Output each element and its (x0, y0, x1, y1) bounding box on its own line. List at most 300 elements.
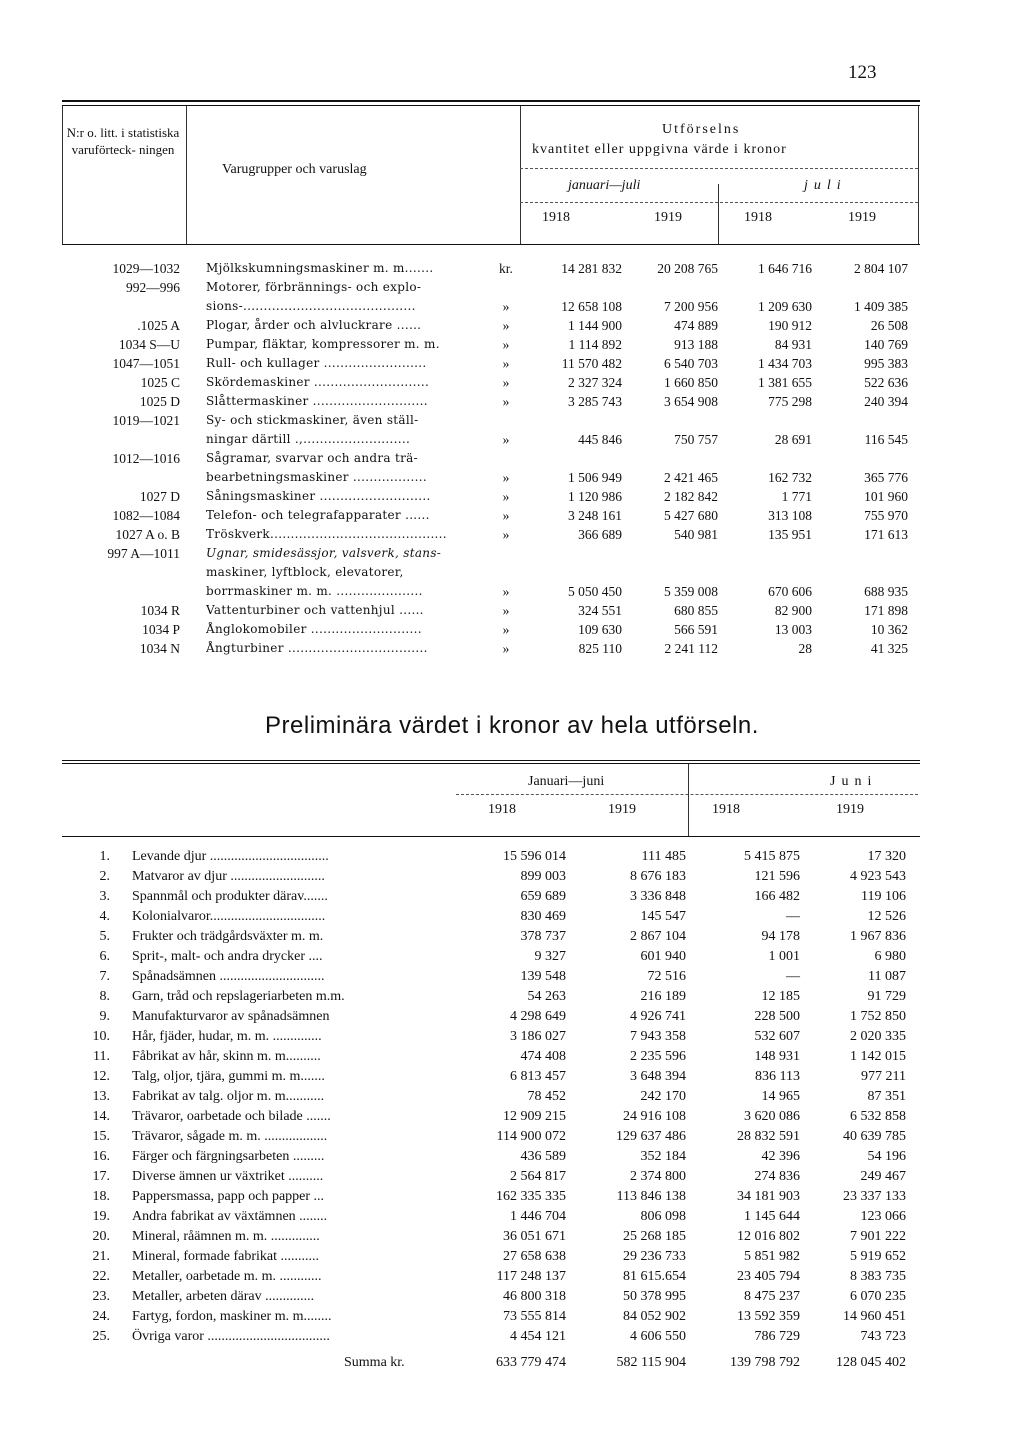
value-cell: 366 689 (578, 527, 622, 542)
header-varugrupper: Varugrupper och varuslag (222, 162, 367, 177)
item-number: 14. (92, 1109, 110, 1124)
value-cell: 14 281 832 (561, 261, 622, 276)
value-cell: 836 113 (755, 1069, 800, 1084)
value-cell: 166 482 (754, 889, 800, 904)
value-cell: 7 901 222 (850, 1229, 906, 1244)
value-cell: 46 800 318 (503, 1289, 566, 1304)
value-cell: 324 551 (578, 603, 622, 618)
item-name: Såningsmaskiner ........................... (206, 489, 431, 503)
value-cell: 27 658 638 (503, 1249, 566, 1264)
value-cell: 12 526 (867, 909, 906, 924)
item-name: Levande djur .................................. (132, 849, 329, 864)
table-row (62, 1327, 920, 1347)
export-value-table (62, 760, 920, 1375)
value-cell: 242 170 (640, 1089, 686, 1104)
item-number: 992—996 (126, 280, 180, 295)
item-name: maskiner, lyftblock, elevatorer, (206, 565, 404, 579)
value-cell: 1 646 716 (758, 261, 812, 276)
value-cell: 11 570 482 (561, 356, 622, 371)
value-cell: 36 051 671 (503, 1229, 566, 1244)
item-name: Manufakturvaror av spånadsämnen (132, 1009, 330, 1024)
header-utforselns: Utförselns (662, 122, 741, 137)
value-cell: 190 912 (768, 318, 812, 333)
value-cell: 2 867 104 (630, 929, 686, 944)
table-body (62, 259, 920, 658)
value-cell: 1 145 644 (744, 1209, 800, 1224)
value-cell: 755 970 (864, 508, 908, 523)
table-row (62, 297, 920, 316)
item-name: Pappersmassa, papp och papper ... (132, 1189, 325, 1204)
value-cell: 1 120 986 (568, 489, 622, 504)
item-name: Pumpar, fläktar, kompressorer m. m. (206, 337, 440, 351)
table-row (62, 316, 920, 335)
item-number: 19. (92, 1209, 110, 1224)
value-cell: 84 931 (774, 337, 812, 352)
value-cell: 1 967 836 (850, 929, 906, 944)
table-row (62, 430, 920, 449)
value-cell: 129 637 486 (616, 1129, 686, 1144)
value-cell: 601 940 (640, 949, 686, 964)
item-number: 1047—1051 (112, 356, 180, 371)
item-number: 1034 R (140, 603, 180, 618)
table-row (62, 335, 920, 354)
item-name: Mineral, råämnen m. m. .............. (132, 1229, 320, 1244)
item-unit: » (502, 527, 510, 542)
item-unit: » (502, 299, 510, 314)
value-cell: 23 337 133 (843, 1189, 906, 1204)
header-januari-juni: Januari—juni (528, 774, 605, 789)
item-number: 1029—1032 (112, 261, 180, 276)
value-cell: 148 931 (754, 1049, 800, 1064)
top-rule (62, 100, 920, 102)
item-unit: » (502, 337, 510, 352)
table-header (62, 106, 920, 244)
value-cell: 4 454 121 (510, 1329, 566, 1344)
value-cell: 1 771 (781, 489, 812, 504)
value-cell: 2 241 112 (664, 641, 718, 656)
item-name: Vattenturbiner och vattenhjul ...... (206, 603, 424, 617)
item-number: 18. (92, 1189, 110, 1204)
value-cell: 249 467 (860, 1169, 906, 1184)
item-name: Garn, tråd och repslageriarbeten m.m. (132, 989, 345, 1004)
sum-value: 582 115 904 (616, 1355, 686, 1370)
value-cell: 12 016 802 (737, 1229, 800, 1244)
header-nr: N:r o. litt. i statistiska varuförteck- ningen (66, 125, 180, 157)
value-cell: 4 923 543 (850, 869, 906, 884)
value-cell: 3 186 027 (510, 1029, 566, 1044)
item-unit: kr. (499, 261, 513, 276)
value-cell: 54 263 (527, 989, 566, 1004)
table-row (62, 411, 920, 430)
value-cell: 28 832 591 (737, 1129, 800, 1144)
table-row (62, 1167, 920, 1187)
value-cell: 2 182 842 (664, 489, 718, 504)
value-cell: 3 285 743 (568, 394, 622, 409)
value-cell: 145 547 (640, 909, 686, 924)
value-cell: 2 327 324 (568, 375, 622, 390)
table-row (62, 525, 920, 544)
item-name: Kolonialvaror................................. (132, 909, 326, 924)
value-cell: 17 320 (867, 849, 906, 864)
value-cell: 3 648 394 (630, 1069, 686, 1084)
sum-label: Summa kr. (344, 1355, 405, 1370)
item-number: 2. (99, 869, 110, 884)
value-cell: 113 846 138 (616, 1189, 686, 1204)
value-cell: 8 475 237 (744, 1289, 800, 1304)
item-unit: » (502, 641, 510, 656)
item-number: 1027 A o. B (115, 527, 180, 542)
item-number: 24. (92, 1309, 110, 1324)
value-cell: 28 (798, 641, 812, 656)
table-row (62, 620, 920, 639)
value-cell: 436 589 (520, 1149, 566, 1164)
value-cell: 2 804 107 (854, 261, 908, 276)
item-name: Talg, oljor, tjära, gummi m. m....... (132, 1069, 325, 1084)
table-row (62, 468, 920, 487)
value-cell: 81 615.654 (623, 1269, 686, 1284)
value-cell: 94 178 (761, 929, 800, 944)
item-name: bearbetningsmaskiner .................. (206, 470, 427, 484)
item-name: Färger och färgningsarbeten ......... (132, 1149, 325, 1164)
value-cell: 3 248 161 (568, 508, 622, 523)
item-name: Metaller, oarbetade m. m. ............ (132, 1269, 322, 1284)
value-cell: 162 335 335 (496, 1189, 566, 1204)
value-cell: 12 909 215 (503, 1109, 566, 1124)
value-cell: 135 951 (768, 527, 812, 542)
sum-value: 128 045 402 (836, 1355, 906, 1370)
item-name: Matvaror av djur ........................... (132, 869, 325, 884)
value-cell: 171 613 (864, 527, 908, 542)
table-row (62, 1147, 920, 1167)
value-cell: 913 188 (674, 337, 718, 352)
table-row (62, 506, 920, 525)
table-row (62, 847, 920, 867)
item-number: 3. (99, 889, 110, 904)
value-cell: 365 776 (864, 470, 908, 485)
item-number: 4. (99, 909, 110, 924)
value-cell: 6 980 (874, 949, 906, 964)
table-row (62, 1027, 920, 1047)
item-name: Ånglokomobiler ........................... (206, 622, 422, 636)
value-cell: 5 359 008 (664, 584, 718, 599)
item-unit: » (502, 584, 510, 599)
table-header (62, 764, 920, 836)
table-row (62, 563, 920, 582)
item-number: .1025 A (137, 318, 180, 333)
value-cell: 3 654 908 (664, 394, 718, 409)
item-name: Hår, fjäder, hudar, m. m. .............. (132, 1029, 322, 1044)
value-cell: 532 607 (754, 1029, 800, 1044)
item-name: Diverse ämnen ur växtriket .......... (132, 1169, 324, 1184)
item-number: 1. (99, 849, 110, 864)
item-unit: » (502, 508, 510, 523)
value-cell: — (786, 969, 800, 984)
item-name: Sågramar, svarvar och andra trä- (206, 451, 418, 465)
item-number: 1019—1021 (112, 413, 180, 428)
item-name: Trävaror, sågade m. m. .................. (132, 1129, 328, 1144)
item-number: 1034 N (139, 641, 180, 656)
value-cell: 1 144 900 (568, 318, 622, 333)
value-cell: 352 184 (640, 1149, 686, 1164)
value-cell: 109 630 (578, 622, 622, 637)
header-kvantitet: kvantitet eller uppgivna värde i kronor (532, 142, 787, 157)
item-name: Fåbrikat av hår, skinn m. m.......... (132, 1049, 321, 1064)
table-row (62, 639, 920, 658)
item-name: Tröskverk........................................... (206, 527, 447, 541)
item-name: Mineral, formade fabrikat ........... (132, 1249, 319, 1264)
item-number: 22. (92, 1269, 110, 1284)
item-name: Mjölkskumningsmaskiner m. m....... (206, 261, 434, 275)
value-cell: 750 757 (674, 432, 718, 447)
value-cell: 42 396 (761, 1149, 800, 1164)
value-cell: 91 729 (867, 989, 906, 1004)
value-cell: 2 421 465 (664, 470, 718, 485)
value-cell: 20 208 765 (657, 261, 718, 276)
sum-row (62, 1351, 920, 1375)
value-cell: 4 606 550 (630, 1329, 686, 1344)
value-cell: 15 596 014 (503, 849, 566, 864)
item-number: 6. (99, 949, 110, 964)
table-row (62, 1067, 920, 1087)
item-name: Spånadsämnen .............................. (132, 969, 325, 984)
table-row (62, 1007, 920, 1027)
value-cell: 228 500 (754, 1009, 800, 1024)
value-cell: 6 540 703 (664, 356, 718, 371)
value-cell: 10 362 (870, 622, 908, 637)
item-number: 8. (99, 989, 110, 1004)
item-unit: » (502, 394, 510, 409)
item-unit: » (502, 470, 510, 485)
value-cell: 2 020 335 (850, 1029, 906, 1044)
value-cell: 474 889 (674, 318, 718, 333)
value-cell: 8 383 735 (850, 1269, 906, 1284)
header-year: 1919 (836, 802, 864, 817)
item-name: Andra fabrikat av växtämnen ........ (132, 1209, 328, 1224)
page-number: 123 (848, 62, 877, 83)
value-cell: 101 960 (864, 489, 908, 504)
table-row (62, 544, 920, 563)
value-cell: 216 189 (640, 989, 686, 1004)
value-cell: 1 506 949 (568, 470, 622, 485)
value-cell: 1 409 385 (854, 299, 908, 314)
item-number: 9. (99, 1009, 110, 1024)
item-number: 5. (99, 929, 110, 944)
item-number: 10. (92, 1029, 110, 1044)
header-year: 1919 (848, 210, 876, 225)
value-cell: 743 723 (860, 1329, 906, 1344)
value-cell: 73 555 814 (503, 1309, 566, 1324)
item-number: 23. (92, 1289, 110, 1304)
value-cell: 72 516 (647, 969, 686, 984)
table-row (62, 392, 920, 411)
item-name: Spannmål och produkter därav....... (132, 889, 328, 904)
table-row (62, 867, 920, 887)
value-cell: 1 114 892 (568, 337, 622, 352)
value-cell: 13 003 (774, 622, 812, 637)
value-cell: 688 935 (864, 584, 908, 599)
item-name: Ugnar, smidesässjor, valsverk, stans- (206, 546, 442, 560)
value-cell: 54 196 (867, 1149, 906, 1164)
value-cell: 82 900 (774, 603, 812, 618)
value-cell: 1 381 655 (758, 375, 812, 390)
value-cell: 123 066 (860, 1209, 906, 1224)
item-name: Telefon- och telegrafapparater ...... (206, 508, 430, 522)
table-row (62, 259, 920, 278)
value-cell: 5 050 450 (568, 584, 622, 599)
item-name: Sprit-, malt- och andra drycker .... (132, 949, 323, 964)
item-number: 12. (92, 1069, 110, 1084)
item-unit: » (502, 489, 510, 504)
item-unit: » (502, 622, 510, 637)
value-cell: 84 052 902 (623, 1309, 686, 1324)
value-cell: 680 855 (674, 603, 718, 618)
value-cell: 7 943 358 (630, 1029, 686, 1044)
table-row (62, 967, 920, 987)
value-cell: 6 070 235 (850, 1289, 906, 1304)
value-cell: 6 813 457 (510, 1069, 566, 1084)
table-row (62, 1287, 920, 1307)
value-cell: 12 185 (761, 989, 800, 1004)
item-name: Metaller, arbeten därav .............. (132, 1289, 315, 1304)
table-row (62, 1127, 920, 1147)
item-name: Skördemaskiner ............................ (206, 375, 430, 389)
item-name: Frukter och trädgårdsväxter m. m. (132, 929, 324, 944)
value-cell: 659 689 (520, 889, 566, 904)
value-cell: 775 298 (768, 394, 812, 409)
section-title: Preliminära värdet i kronor av hela utförseln. (265, 712, 759, 739)
value-cell: 14 960 451 (843, 1309, 906, 1324)
item-number: 1012—1016 (112, 451, 180, 466)
item-number: 25. (92, 1329, 110, 1344)
header-rule (62, 244, 920, 245)
value-cell: 23 405 794 (737, 1269, 800, 1284)
value-cell: 4 298 649 (510, 1009, 566, 1024)
value-cell: 111 485 (641, 849, 686, 864)
value-cell: 313 108 (768, 508, 812, 523)
value-cell: 140 769 (864, 337, 908, 352)
item-name: borrmaskiner m. m. ..................... (206, 584, 423, 598)
value-cell: 995 383 (864, 356, 908, 371)
value-cell: 786 729 (754, 1329, 800, 1344)
value-cell: 474 408 (520, 1049, 566, 1064)
value-cell: 29 236 733 (623, 1249, 686, 1264)
table-row (62, 887, 920, 907)
table-row (62, 1187, 920, 1207)
item-number: 997 A—1011 (107, 546, 180, 561)
header-year: 1919 (608, 802, 636, 817)
item-number: 17. (92, 1169, 110, 1184)
item-number: 16. (92, 1149, 110, 1164)
item-number: 1082—1084 (112, 508, 180, 523)
value-cell: 670 606 (768, 584, 812, 599)
value-cell: 240 394 (864, 394, 908, 409)
header-year: 1918 (744, 210, 772, 225)
value-cell: 2 235 596 (630, 1049, 686, 1064)
value-cell: 26 508 (870, 318, 908, 333)
value-cell: 1 660 850 (664, 375, 718, 390)
table-row (62, 907, 920, 927)
table-row (62, 601, 920, 620)
table-row (62, 987, 920, 1007)
value-cell: 1 446 704 (510, 1209, 566, 1224)
value-cell: 171 898 (864, 603, 908, 618)
value-cell: 5 427 680 (664, 508, 718, 523)
value-cell: 2 564 817 (510, 1169, 566, 1184)
table-body (62, 847, 920, 1347)
item-name: Fartyg, fordon, maskiner m. m........ (132, 1309, 332, 1324)
item-name: ningar därtill .,.......................... (206, 432, 411, 446)
value-cell: 87 351 (867, 1089, 906, 1104)
item-number: 1027 D (139, 489, 180, 504)
top-rule (62, 760, 920, 761)
header-rule (62, 836, 920, 837)
value-cell: 24 916 108 (623, 1109, 686, 1124)
value-cell: 5 415 875 (744, 849, 800, 864)
header-year: 1918 (712, 802, 740, 817)
value-cell: 9 327 (534, 949, 566, 964)
header-year: 1918 (488, 802, 516, 817)
value-cell: 5 851 982 (744, 1249, 800, 1264)
value-cell: 4 926 741 (630, 1009, 686, 1024)
value-cell: 5 919 652 (850, 1249, 906, 1264)
header-juli: juli (804, 178, 847, 193)
item-number: 21. (92, 1249, 110, 1264)
sum-value: 139 798 792 (730, 1355, 800, 1370)
item-unit: » (502, 356, 510, 371)
header-year: 1919 (654, 210, 682, 225)
table-row (62, 1047, 920, 1067)
value-cell: 78 452 (527, 1089, 566, 1104)
item-name: Trävaror, oarbetade och bilade ....... (132, 1109, 331, 1124)
value-cell: 25 268 185 (623, 1229, 686, 1244)
value-cell: 1 434 703 (758, 356, 812, 371)
value-cell: 378 737 (520, 929, 566, 944)
value-cell: 8 676 183 (630, 869, 686, 884)
value-cell: 28 691 (774, 432, 812, 447)
item-name: Motorer, förbrännings- och explo- (206, 280, 422, 294)
value-cell: 50 378 995 (623, 1289, 686, 1304)
item-unit: » (502, 603, 510, 618)
value-cell: 445 846 (578, 432, 622, 447)
value-cell: 3 336 848 (630, 889, 686, 904)
value-cell: 114 900 072 (496, 1129, 566, 1144)
value-cell: 540 981 (674, 527, 718, 542)
table-row (62, 354, 920, 373)
item-number: 13. (92, 1089, 110, 1104)
table-row (62, 1207, 920, 1227)
value-cell: 40 639 785 (843, 1129, 906, 1144)
value-cell: 116 545 (864, 432, 908, 447)
item-name: Plogar, årder och alvluckrare ...... (206, 318, 422, 332)
value-cell: 806 098 (640, 1209, 686, 1224)
item-number: 7. (99, 969, 110, 984)
value-cell: 7 200 956 (664, 299, 718, 314)
table-row (62, 1267, 920, 1287)
machinery-export-table (62, 100, 920, 658)
item-number: 1034 S—U (118, 337, 180, 352)
value-cell: 566 591 (674, 622, 718, 637)
value-cell: 11 087 (868, 969, 906, 984)
item-name: Rull- och kullager ......................... (206, 356, 427, 370)
table-row (62, 1307, 920, 1327)
item-unit: » (502, 375, 510, 390)
value-cell: 274 836 (754, 1169, 800, 1184)
value-cell: 1 209 630 (758, 299, 812, 314)
table-row (62, 1107, 920, 1127)
item-number: 11. (93, 1049, 110, 1064)
table-row (62, 373, 920, 392)
value-cell: 117 248 137 (496, 1269, 566, 1284)
